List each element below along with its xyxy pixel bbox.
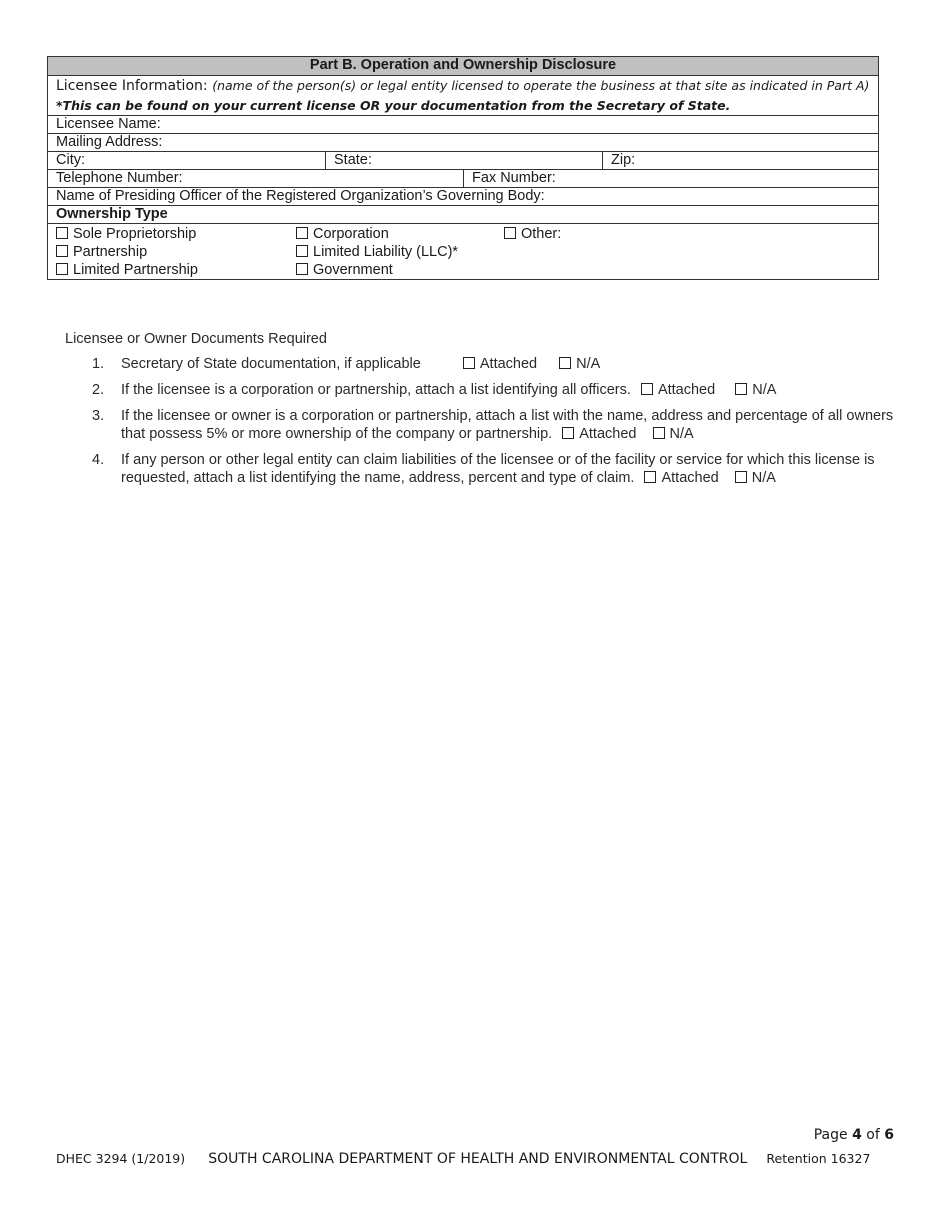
- licensee-information-label: Licensee Information:: [56, 78, 208, 94]
- checkbox-icon[interactable]: [463, 357, 475, 369]
- checkbox-icon[interactable]: [735, 383, 747, 395]
- documents-required-title: Licensee or Owner Documents Required: [65, 331, 327, 347]
- checkbox-icon[interactable]: [559, 357, 571, 369]
- checkbox-icon[interactable]: [56, 263, 68, 275]
- ownership-option-other[interactable]: Other:: [504, 225, 870, 243]
- documents-required-section: [65, 331, 895, 495]
- checkbox-icon[interactable]: [296, 245, 308, 257]
- checkbox-icon[interactable]: [644, 471, 656, 483]
- attached-option[interactable]: Attached: [644, 470, 718, 486]
- state-field[interactable]: State:: [326, 152, 603, 170]
- ownership-option-corporation[interactable]: Corporation: [296, 225, 504, 243]
- licensee-name-field[interactable]: Licensee Name:: [48, 116, 879, 134]
- checkbox-icon[interactable]: [296, 263, 308, 275]
- checkbox-icon[interactable]: [296, 227, 308, 239]
- page-footer: [56, 1148, 896, 1167]
- na-option[interactable]: N/A: [559, 356, 600, 372]
- ownership-option-partnership[interactable]: Partnership: [56, 243, 296, 261]
- ownership-option-llc[interactable]: Limited Liability (LLC)*: [296, 243, 504, 261]
- licensee-information-note-2: *This can be found on your current license OR your documentation from the Secretary of State.: [56, 98, 731, 113]
- checkbox-icon[interactable]: [56, 227, 68, 239]
- checkbox-icon[interactable]: [641, 383, 653, 395]
- document-item: 4. If any person or other legal entity can claim liabilities of the licensee or of the facility or service for which this license is requested, attach a list identifying the name, address, percent and type of claim. Attached N/A: [92, 452, 875, 486]
- licensee-information: [48, 76, 879, 116]
- licensee-information-note: (name of the person(s) or legal entity licensed to operate the business at that site as indicated in Part A): [212, 78, 870, 93]
- mailing-address-field[interactable]: Mailing Address:: [48, 134, 879, 152]
- checkbox-icon[interactable]: [504, 227, 516, 239]
- na-option[interactable]: N/A: [653, 426, 694, 442]
- fax-field[interactable]: Fax Number:: [464, 170, 879, 188]
- telephone-field[interactable]: Telephone Number:: [48, 170, 464, 188]
- na-option[interactable]: N/A: [735, 382, 776, 398]
- checkbox-icon[interactable]: [562, 427, 574, 439]
- retention-number: Retention 16327: [766, 1151, 871, 1166]
- zip-field[interactable]: Zip:: [603, 152, 879, 170]
- attached-option[interactable]: Attached: [641, 382, 715, 398]
- attached-option[interactable]: Attached: [562, 426, 636, 442]
- section-header: Part B. Operation and Ownership Disclosure: [48, 57, 879, 76]
- ownership-option-sole-proprietorship[interactable]: Sole Proprietorship: [56, 225, 296, 243]
- attached-option[interactable]: Attached: [463, 356, 537, 372]
- page-number: Page 4 of 6: [813, 1127, 894, 1143]
- ownership-type-label: Ownership Type: [48, 206, 879, 224]
- operation-ownership-form: [47, 56, 879, 280]
- presiding-officer-field[interactable]: Name of Presiding Officer of the Registered Organization’s Governing Body:: [48, 188, 879, 206]
- ownership-option-limited-partnership[interactable]: Limited Partnership: [56, 261, 296, 279]
- document-item: 1. Secretary of State documentation, if applicable Attached N/A: [92, 356, 601, 372]
- department-name: SOUTH CAROLINA DEPARTMENT OF HEALTH AND ENVIRONMENTAL CONTROL: [208, 1151, 748, 1167]
- checkbox-icon[interactable]: [653, 427, 665, 439]
- form-code: DHEC 3294 (1/2019): [56, 1151, 186, 1166]
- checkbox-icon[interactable]: [56, 245, 68, 257]
- ownership-options: [48, 224, 879, 280]
- na-option[interactable]: N/A: [735, 470, 776, 486]
- ownership-option-government[interactable]: Government: [296, 261, 504, 279]
- checkbox-icon[interactable]: [735, 471, 747, 483]
- document-item: 2. If the licensee is a corporation or partnership, attach a list identifying all officers. Attached N/A: [92, 382, 777, 398]
- city-field[interactable]: City:: [48, 152, 326, 170]
- document-item: 3. If the licensee or owner is a corporation or partnership, attach a list with the name, address and percentage of all owners that possess 5% or more ownership of the company or partnership. Attached N/A: [92, 408, 894, 442]
